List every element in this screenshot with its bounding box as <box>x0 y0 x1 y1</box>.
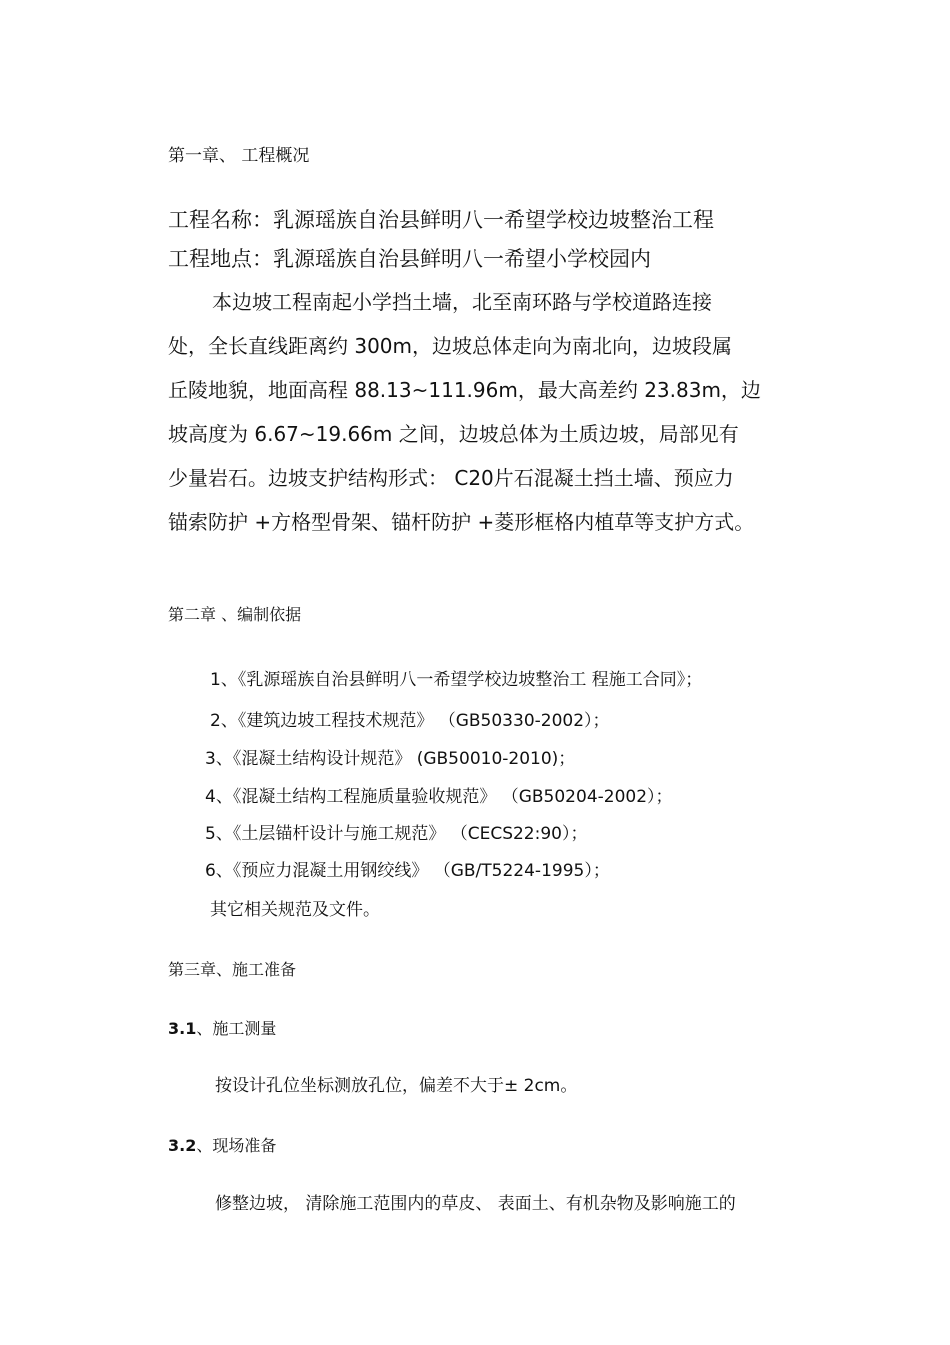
project-location-line: 工程地点：乳源瑶族自治县鲜明八一希望小学校园内 <box>168 247 651 271</box>
section-3-1-text: 按设计孔位坐标测放孔位，偏差不大于± 2cm。 <box>215 1076 578 1096</box>
overview-line-3: 丘陵地貌，地面高程 88.13~111.96m，最大高差约 23.83m，边 <box>168 378 761 402</box>
reference-other: 其它相关规范及文件。 <box>210 900 380 920</box>
chapter1-heading: 第一章、 工程概况 <box>168 146 310 166</box>
overview-line-4: 坡高度为 6.67~19.66m 之间，边坡总体为土质边坡，局部见有 <box>168 422 739 446</box>
reference-item-2: 2、《建筑边坡工程技术规范》 （GB50330-2002）； <box>210 711 610 731</box>
reference-item-1: 1、《乳源瑶族自治县鲜明八一希望学校边坡整治工 程施工合同》； <box>210 670 703 690</box>
reference-item-6: 6、《预应力混凝土用钢绞线》 （GB/T5224-1995）； <box>205 861 610 881</box>
section-3-1-heading <box>168 1021 276 1037</box>
reference-item-5: 5、《土层锚杆设计与施工规范》 （CECS22:90）； <box>205 824 588 844</box>
overview-line-2: 处，全长直线距离约 300m，边坡总体走向为南北向，边坡段属 <box>168 334 733 358</box>
overview-line-6: 锚索防护 +方格型骨架、锚杆防护 +菱形框格内植草等支护方式。 <box>168 510 755 534</box>
section-3-2-text: 修整边坡， 清除施工范围内的草皮、 表面土、有机杂物及影响施工的 <box>215 1194 736 1214</box>
section-3-2-heading <box>168 1138 276 1154</box>
section-number: 3.1 <box>168 1019 197 1038</box>
section-title: 、施工测量 <box>196 1019 277 1038</box>
section-title: 、现场准备 <box>196 1136 277 1155</box>
chapter3-heading: 第三章、施工准备 <box>168 960 297 979</box>
chapter2-heading: 第二章 、编制依据 <box>168 605 302 624</box>
reference-item-4: 4、《混凝土结构工程施质量验收规范》 （GB50204-2002）； <box>205 787 673 807</box>
section-number: 3.2 <box>168 1136 197 1155</box>
project-name-line: 工程名称：乳源瑶族自治县鲜明八一希望学校边坡整治工程 <box>168 208 714 232</box>
reference-item-3: 3、《混凝土结构设计规范》 (GB50010-2010)； <box>205 749 576 769</box>
overview-line-5: 少量岩石。边坡支护结构形式： C20片石混凝土挡土墙、预应力 <box>168 466 734 490</box>
overview-line-1: 本边坡工程南起小学挡土墙，北至南环路与学校道路连接 <box>212 290 712 314</box>
